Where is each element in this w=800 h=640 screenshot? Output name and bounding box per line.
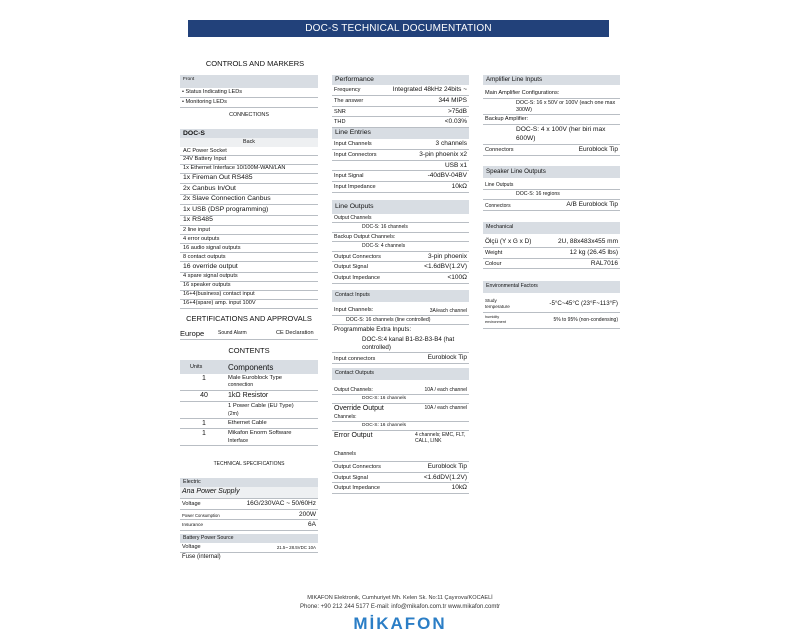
power-value: 200W bbox=[299, 510, 316, 518]
contents-item-wrap bbox=[228, 375, 318, 389]
spec-label: Output Connectors bbox=[334, 463, 381, 470]
spec-row bbox=[332, 117, 469, 128]
spk-outputs-value: DOC-S: 16 regions bbox=[483, 190, 620, 200]
ci-conn-value: Euroblock Tip bbox=[427, 354, 467, 362]
certification-row bbox=[180, 327, 318, 340]
spec-label: Output Impedance bbox=[334, 275, 381, 282]
co-override-sub2: DOC-S: 16 channels bbox=[332, 422, 469, 431]
contents-sub: Interface bbox=[228, 437, 249, 444]
mech-header: Mechanical bbox=[483, 222, 620, 234]
contents-item: Ethernet Cable bbox=[228, 420, 267, 427]
fuse-label: Fuse (internal) bbox=[182, 553, 221, 560]
env-temp-value: -5°C~45°C (23°F~113°F) bbox=[549, 300, 618, 308]
contents-row bbox=[180, 419, 318, 429]
controls-title: CONTROLS AND MARKERS bbox=[205, 59, 305, 68]
back-label: Back bbox=[180, 138, 318, 147]
env-temp-label: Study temperature bbox=[485, 298, 510, 309]
line-entries-header: Line Entries bbox=[332, 128, 469, 139]
spec-value: 344 MIPS bbox=[438, 96, 467, 104]
env-header: Environmental Factors bbox=[483, 281, 620, 293]
spec-row bbox=[332, 273, 469, 284]
amp-backup-value: DOC-S: 4 x 100V (her biri max 600W) bbox=[483, 125, 620, 144]
co-channels-label: Output Channels: bbox=[334, 387, 373, 393]
spec-label: Input Channels bbox=[334, 141, 372, 148]
spec-value: <100Ω bbox=[447, 274, 467, 282]
components-label: Components bbox=[228, 362, 274, 372]
spec-label: Frequency bbox=[334, 87, 361, 94]
mech-colour-value: RAL7016 bbox=[590, 259, 618, 267]
contents-row bbox=[180, 429, 318, 446]
mech-weight-label: Weight bbox=[485, 249, 503, 256]
spk-header: Speaker Line Outputs bbox=[483, 166, 620, 178]
contents-item: Mikafon Enorm Software bbox=[228, 430, 292, 437]
co-channels-value: 10A / each channel bbox=[424, 387, 467, 393]
amp-conn-row bbox=[483, 145, 620, 156]
spec-row bbox=[332, 161, 469, 172]
power-label: Power Consumption bbox=[182, 513, 220, 519]
mech-dim-label: Ölçü (Y x G x D) bbox=[485, 238, 532, 246]
spec-value: 10kΩ bbox=[451, 183, 467, 191]
units-label: Units bbox=[190, 364, 203, 370]
co-override-value: 10A / each channel bbox=[424, 404, 467, 411]
spec-row bbox=[332, 473, 469, 484]
contents-item-wrap bbox=[228, 420, 318, 427]
line-entries-box bbox=[332, 128, 469, 193]
ci-channels-row bbox=[332, 306, 469, 316]
certifications-title: CERTIFICATIONS AND APPROVALS bbox=[186, 314, 312, 323]
ci-conn-label: Input connectors bbox=[334, 355, 376, 362]
spec-row bbox=[332, 462, 469, 473]
lo-backup-label: Backup Output Channels: bbox=[332, 233, 469, 243]
contents-item-wrap bbox=[228, 392, 318, 401]
voltage-row bbox=[180, 499, 318, 510]
amp-conn-label: Connectors bbox=[485, 147, 514, 154]
contents-qty: 40 bbox=[200, 391, 208, 399]
cert-region: Europe bbox=[180, 328, 205, 338]
spec-row bbox=[332, 85, 469, 96]
co-override-label: Override Output bbox=[334, 404, 384, 412]
back-item: 16+4(spare) amp. input 100V bbox=[180, 300, 318, 309]
power-row bbox=[180, 510, 318, 521]
spec-value: Integrated 48kHz 24bits ~ bbox=[392, 86, 467, 93]
ana-power: Ana Power Supply bbox=[180, 487, 318, 499]
spec-value: 3-pin phoenix x2 bbox=[419, 150, 467, 158]
battery-header: Battery Power Source bbox=[180, 534, 318, 543]
back-items-list bbox=[180, 147, 318, 309]
amp-header: Amplifier Line Inputs bbox=[483, 75, 620, 85]
ci-conn-row bbox=[332, 353, 469, 364]
back-item: 16+4(business) contact input bbox=[180, 291, 318, 300]
contact-outputs-box bbox=[332, 368, 469, 494]
line-outputs-header: Line Outputs bbox=[332, 200, 469, 214]
contents-row bbox=[180, 402, 318, 419]
contents-row bbox=[180, 391, 318, 403]
spec-row bbox=[332, 139, 469, 150]
ci-channels-value: 3A/each channel bbox=[429, 307, 467, 314]
spec-row bbox=[332, 483, 469, 494]
back-item: 24V Battery Input bbox=[180, 156, 318, 165]
spec-value: 3-pin phoenix bbox=[427, 252, 467, 260]
docs-label: DOC-S bbox=[180, 129, 318, 138]
amp-main-value: DOC-S: 16 x 50V or 100V (each one max 300W) bbox=[483, 99, 620, 116]
back-item: 16 audio signal outputs bbox=[180, 244, 318, 253]
battery-box bbox=[180, 534, 318, 562]
contents-item-wrap bbox=[228, 430, 318, 444]
amp-backup-label: Backup Amplifier: bbox=[483, 115, 620, 125]
contents-sub: (2m) bbox=[228, 410, 239, 417]
ci-channels-label: Input Channels: bbox=[334, 307, 374, 313]
amp-conn-value: Euroblock Tip bbox=[578, 145, 618, 153]
spec-row bbox=[332, 96, 469, 107]
contact-outputs-list bbox=[332, 462, 469, 494]
co-error-sub: Channels bbox=[334, 450, 356, 457]
co-override-sub: Channels: bbox=[332, 413, 469, 422]
mech-dim-value: 2U, 88x483x455 mm bbox=[558, 238, 618, 245]
env-hum-label: humidity environment bbox=[485, 314, 506, 325]
spec-label: Output Signal bbox=[334, 264, 368, 271]
insurance-value: 6A bbox=[308, 521, 316, 529]
voltage-label: Voltage bbox=[182, 500, 201, 507]
lo-channels-value: DOC-S: 16 channels bbox=[332, 223, 469, 232]
env-hum-value: 5% to 95% (non-condensing) bbox=[553, 317, 618, 324]
spec-label: Output Signal bbox=[334, 474, 368, 481]
lo-channels-label: Output Channels bbox=[332, 214, 469, 223]
ci-sub: DOC-S: 16 channels (line controlled) bbox=[332, 316, 469, 326]
contents-header bbox=[180, 360, 318, 374]
contents-item: 1kΩ Resistor bbox=[228, 391, 269, 399]
spec-label: Output Connectors bbox=[334, 253, 381, 260]
contents-list bbox=[180, 374, 318, 446]
footer-contact: Phone: +90 212 244 5177 E-mail: info@mikafon.com.tr www.mikafon.comtr bbox=[299, 603, 501, 610]
back-item: 1x RS485 bbox=[180, 216, 318, 226]
voltage-value: 16G/230VAC ~ 50/60Hz bbox=[246, 499, 316, 507]
bat-voltage-value: 21.5~ 28.5VDC 10A bbox=[276, 545, 316, 551]
spec-label: Input Signal bbox=[334, 173, 364, 180]
spec-value: USB x1 bbox=[444, 161, 467, 169]
env-temp-row bbox=[483, 296, 620, 313]
front-item: • Status Indicating LEDs bbox=[180, 88, 318, 98]
mech-colour-label: Colour bbox=[485, 260, 502, 267]
document-title-banner bbox=[188, 20, 609, 37]
spec-value: <0.03% bbox=[444, 118, 467, 126]
mikafon-logo: MİKAFON bbox=[353, 614, 447, 633]
back-item: AC Power Socket bbox=[180, 147, 318, 156]
spec-label: Input Connectors bbox=[334, 151, 377, 158]
co-channels-row bbox=[332, 386, 469, 395]
contents-qty: 1 bbox=[202, 420, 206, 428]
spec-row bbox=[332, 262, 469, 273]
front-header: Front bbox=[180, 75, 318, 88]
co-error-value: 4 channels; EMC, FLT, CALL, LINK bbox=[415, 432, 466, 445]
spec-row bbox=[332, 182, 469, 193]
ci-prog-label: Programmable Extra Inputs: bbox=[334, 326, 412, 334]
electric-box bbox=[180, 478, 318, 531]
spec-row bbox=[332, 150, 469, 161]
mech-colour-row bbox=[483, 259, 620, 270]
spec-value: <1.6dDV(1.2V) bbox=[423, 473, 467, 481]
spec-value: 10kΩ bbox=[451, 484, 467, 492]
spec-label: The answer bbox=[334, 97, 364, 104]
spk-conn-row bbox=[483, 200, 620, 211]
performance-header: Performance bbox=[332, 75, 469, 85]
back-panel-box bbox=[180, 129, 318, 309]
back-item: 8 contact outputs bbox=[180, 253, 318, 262]
cert-ce: CE Declaration bbox=[276, 330, 314, 336]
line-outputs-list bbox=[332, 252, 469, 284]
spec-value: -40dBV-04BV bbox=[427, 172, 467, 180]
contents-qty: 1 bbox=[202, 430, 206, 438]
spk-conn-label: Connectors bbox=[485, 202, 511, 209]
document-title: DOC-S TECHNICAL DOCUMENTATION bbox=[305, 23, 492, 34]
mech-dim-row bbox=[483, 237, 620, 248]
back-item: 16 speaker outputs bbox=[180, 282, 318, 291]
spec-label: THD bbox=[334, 119, 346, 126]
co-override-row bbox=[332, 404, 469, 413]
contents-sub: connection bbox=[228, 382, 254, 389]
footer bbox=[250, 595, 550, 611]
electric-header: Electric bbox=[180, 478, 318, 487]
spec-value: Euroblock Tip bbox=[427, 462, 467, 470]
footer-address: MIKAFON Elektronik, Cumhuriyet Mh. Kelen Sk. No:11 Çayırova/KOCAELİ bbox=[307, 595, 493, 601]
front-item: • Monitoring LEDs bbox=[180, 98, 318, 108]
spec-row bbox=[332, 252, 469, 263]
spk-conn-value: A/B Euroblock Tip bbox=[566, 200, 618, 208]
connections-title: CONNECTIONS bbox=[229, 112, 269, 118]
spec-value: 3 channels bbox=[435, 140, 467, 147]
contact-outputs-header: Contact Outputs bbox=[332, 368, 469, 380]
contents-item: 1 Power Cable (EU Type) bbox=[228, 403, 294, 410]
co-error-label: Error Output bbox=[334, 432, 373, 440]
co-channels-sub: DOC-S: 16 channels bbox=[332, 395, 469, 404]
spec-value: >75dB bbox=[448, 107, 467, 115]
back-item: 4 spare signal outputs bbox=[180, 273, 318, 282]
insurance-row bbox=[180, 520, 318, 531]
spec-label: SNR bbox=[334, 108, 346, 115]
insurance-label: Insurance bbox=[182, 523, 204, 529]
front-panel-box bbox=[180, 75, 318, 108]
amplifier-box bbox=[483, 75, 620, 156]
env-hum-row bbox=[483, 313, 620, 329]
contents-item-wrap bbox=[228, 403, 318, 417]
contents-row bbox=[180, 374, 318, 391]
back-item: 2 line input bbox=[180, 226, 318, 235]
spec-label: Output Impedance bbox=[334, 485, 381, 492]
bat-voltage-label: Voltage bbox=[182, 544, 201, 550]
line-outputs-box bbox=[332, 200, 469, 284]
line-entries-list bbox=[332, 139, 469, 193]
lo-backup-value: DOC-S: 4 channels bbox=[332, 242, 469, 251]
back-item: 1x Ethernet Interface 10/100M-WAN/LAN bbox=[180, 165, 318, 174]
bat-voltage-row bbox=[180, 543, 318, 553]
back-item: 2x Slave Connection Canbus bbox=[180, 195, 318, 205]
contact-inputs-header: Contact Inputs bbox=[332, 290, 469, 302]
spk-outputs-label: Line Outputs bbox=[483, 181, 620, 190]
contents-qty: 1 bbox=[202, 375, 206, 382]
performance-box bbox=[332, 75, 469, 128]
spec-row bbox=[332, 107, 469, 118]
back-item: 16 override output bbox=[180, 262, 318, 272]
amp-main-label: Main Amplifier Configurations: bbox=[483, 89, 620, 99]
spec-value: <1.6dBV(1.2V) bbox=[424, 263, 467, 271]
mechanical-box bbox=[483, 222, 620, 269]
back-item: 1x Fireman Out RS485 bbox=[180, 174, 318, 184]
back-item: 4 error outputs bbox=[180, 235, 318, 244]
spec-label: Input Impedance bbox=[334, 184, 376, 191]
contents-title: CONTENTS bbox=[228, 346, 270, 355]
ci-prog-value: DOC-S:4 kanal B1-B2-B3-B4 (hat controlled) bbox=[332, 335, 469, 354]
back-item: 2x Canbus In/Out bbox=[180, 184, 318, 194]
contents-table bbox=[180, 360, 318, 446]
mech-weight-row bbox=[483, 248, 620, 259]
spec-row bbox=[332, 171, 469, 182]
contact-inputs-box bbox=[332, 290, 469, 364]
contents-item: Male Euroblock Type bbox=[228, 375, 283, 381]
performance-list bbox=[332, 85, 469, 128]
mech-weight-value: 12 kg (26.45 lbs) bbox=[569, 248, 618, 256]
speaker-box bbox=[483, 166, 620, 211]
techspec-title: TECHNICAL SPECIFICATIONS bbox=[213, 461, 285, 467]
cert-alarm: Sound Alarm bbox=[218, 330, 247, 336]
back-item: 1x USB (DSP programming) bbox=[180, 205, 318, 215]
environment-box bbox=[483, 281, 620, 329]
co-error-row bbox=[332, 431, 469, 462]
